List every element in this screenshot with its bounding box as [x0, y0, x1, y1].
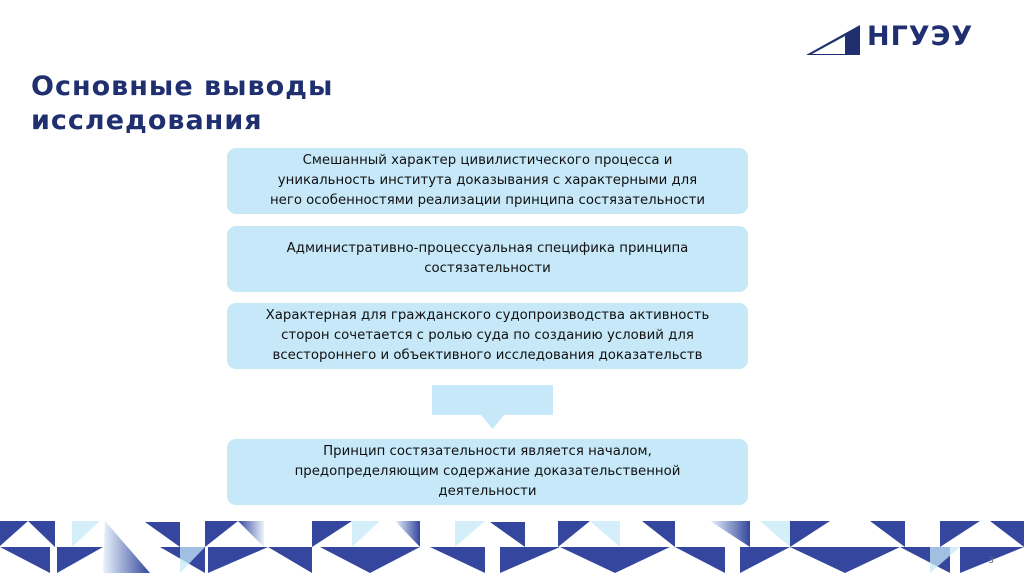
slide-title: Основные выводы исследования	[31, 71, 334, 136]
triangle-pattern-icon	[0, 521, 1024, 574]
logo-text: НГУЭУ	[867, 21, 974, 52]
ngueu-logo	[806, 18, 998, 58]
conclusion-box-1: Смешанный характер цивилистического процесса и уникальность института доказывания с характерными для него особенностями реализации принципа состязательности	[227, 148, 748, 214]
slide-number: 3	[988, 556, 994, 566]
conclusion-box-final: Принцип состязательности является началом, предопределяющим содержание доказательственной деятельности	[227, 439, 748, 505]
down-arrow-icon	[432, 385, 553, 433]
ngueu-logo-icon	[806, 23, 860, 55]
conclusion-box-2: Административно-процессуальная специфика принципа состязательности	[227, 226, 748, 292]
conclusion-box-3: Характерная для гражданского судопроизводства активность сторон сочетается с ролью суда по созданию условий для всестороннего и объективного исследования доказательств	[227, 303, 748, 369]
